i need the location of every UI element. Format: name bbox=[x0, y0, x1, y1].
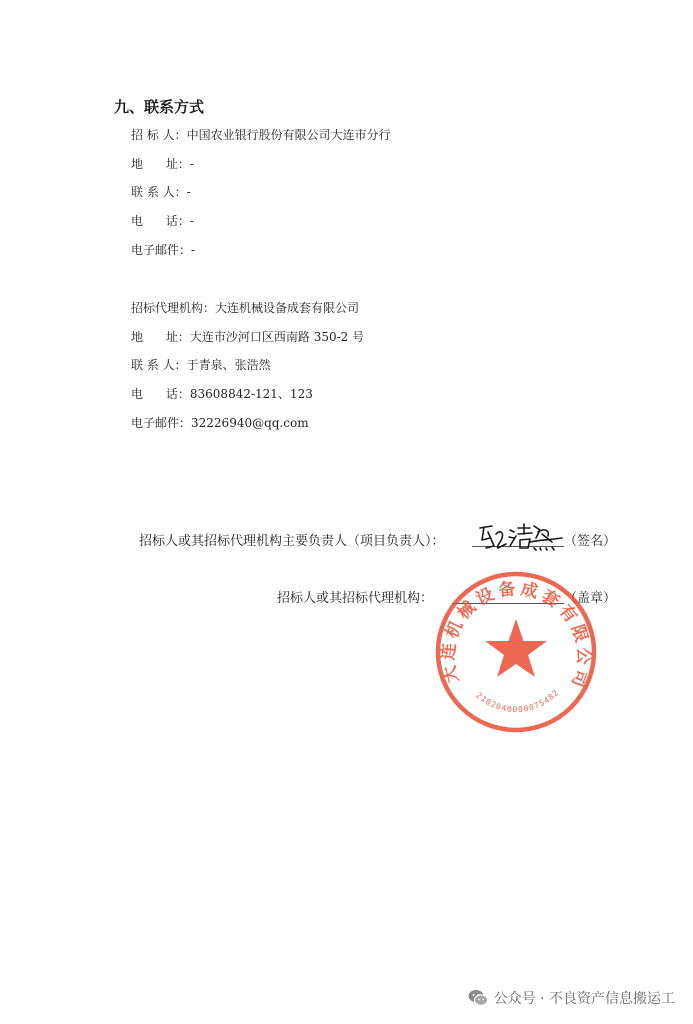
agency-address-label: 地 址： bbox=[131, 330, 190, 344]
organization-label: 招标人或其招标代理机构： bbox=[277, 591, 434, 606]
svg-text:2102040000075482 bbox=[474, 688, 561, 714]
agency-email: 32226940@qq.com bbox=[191, 416, 309, 430]
tenderer-contact: - bbox=[186, 185, 191, 199]
seal-ring-text: 大连机械设备成套有限公司 bbox=[438, 578, 594, 694]
agency-contact-row bbox=[131, 357, 271, 373]
agency-address-row bbox=[131, 329, 364, 345]
tenderer-phone-row bbox=[131, 213, 194, 229]
tenderer-email-label: 电子邮件： bbox=[131, 243, 192, 257]
tenderer-address-label: 地 址： bbox=[131, 157, 190, 171]
tenderer-contact-label: 联 系 人： bbox=[131, 185, 187, 199]
agency-name: 大连机械设备成套有限公司 bbox=[215, 301, 360, 315]
agency-contact-label: 联 系 人： bbox=[131, 358, 187, 372]
tenderer-name-label: 招 标 人： bbox=[131, 128, 187, 142]
signature-suffix: （签名） bbox=[564, 534, 617, 549]
tenderer-name-row bbox=[131, 127, 391, 143]
tenderer-email: - bbox=[191, 243, 196, 257]
agency-phone-label: 电 话： bbox=[131, 387, 190, 401]
wechat-icon bbox=[468, 989, 488, 1007]
agency-address: 大连市沙河口区西南路 350-2 号 bbox=[189, 330, 365, 344]
tenderer-name: 中国农业银行股份有限公司大连市分行 bbox=[186, 128, 391, 142]
tenderer-contact-row bbox=[131, 184, 191, 200]
tenderer-address: - bbox=[189, 157, 194, 171]
responsible-person-label: 招标人或其招标代理机构主要负责人（项目负责人）： bbox=[139, 534, 445, 549]
agency-phone-row bbox=[131, 386, 313, 402]
tenderer-phone: - bbox=[189, 214, 194, 228]
agency-contact: 于青泉、张浩然 bbox=[186, 358, 271, 372]
tenderer-email-row bbox=[131, 242, 195, 258]
agency-email-label: 电子邮件： bbox=[131, 416, 192, 430]
agency-name-label: 招标代理机构： bbox=[131, 301, 216, 315]
agency-phone: 83608842-121、123 bbox=[189, 387, 313, 401]
seal-number: 2102040000075482 bbox=[474, 687, 561, 715]
footer-text: 公众号 · 不良资产信息搬运工 bbox=[493, 991, 675, 1007]
footer-watermark bbox=[468, 988, 675, 1008]
tenderer-phone-label: 电 话： bbox=[131, 214, 190, 228]
tenderer-address-row bbox=[131, 156, 194, 172]
handwritten-signature bbox=[474, 520, 566, 554]
company-seal bbox=[433, 569, 599, 735]
agency-email-row bbox=[131, 415, 309, 431]
seal-suffix: （盖章） bbox=[564, 591, 617, 606]
agency-name-row bbox=[131, 300, 359, 316]
section-title: 九、联系方式 bbox=[114, 98, 205, 116]
